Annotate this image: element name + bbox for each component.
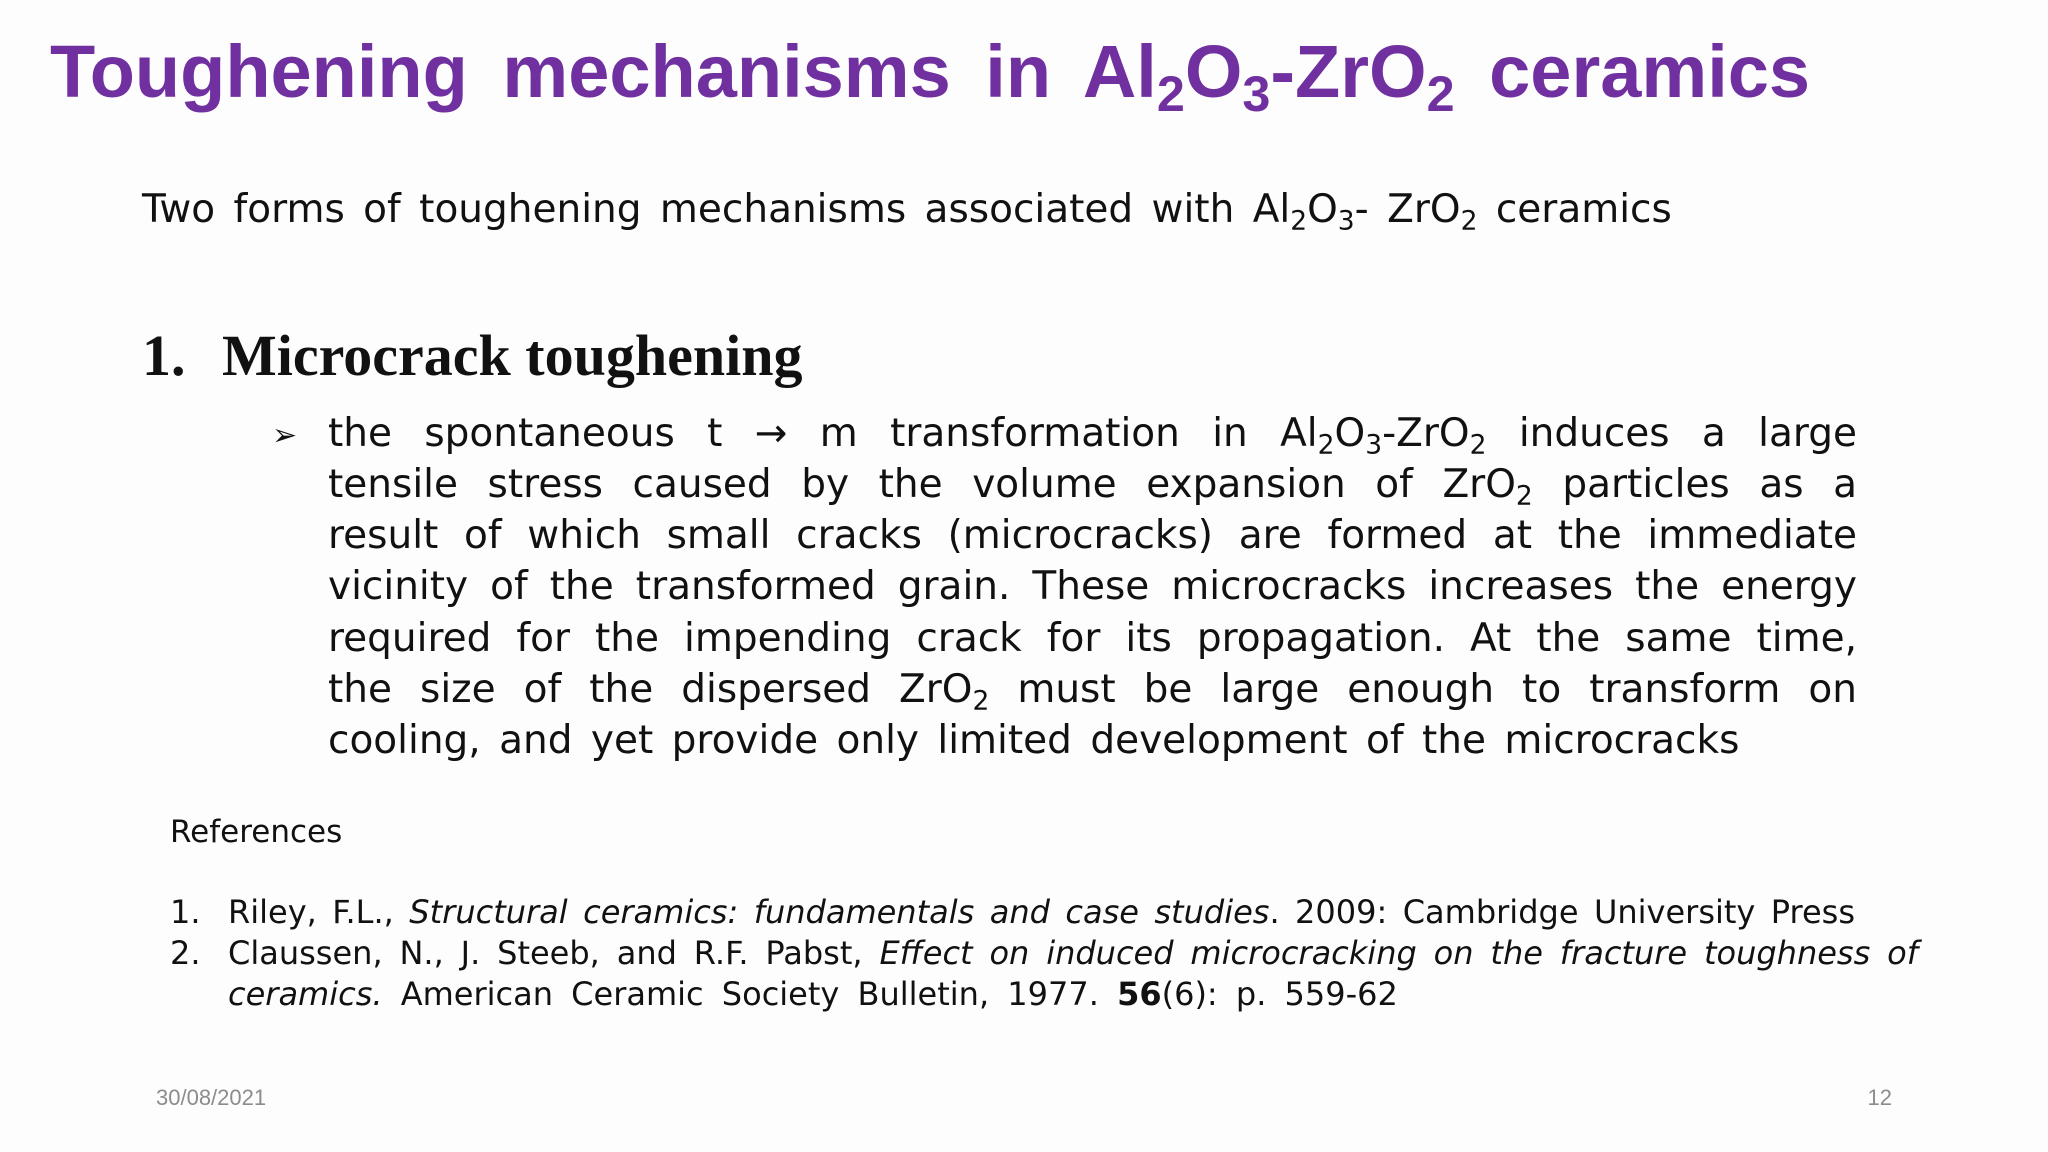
bullet-line-3: result of which small cracks (microcracks) are formed at the immediate — [328, 513, 1857, 558]
title-subscript: 2 — [1156, 65, 1185, 123]
title-subscript: 2 — [1426, 65, 1455, 123]
section-heading — [142, 320, 802, 392]
reference-rest: (6): p. 559-62 — [1161, 975, 1398, 1013]
reference-title: Structural ceramics: fundamentals and case studies — [409, 893, 1270, 931]
bullet-subscript: 2 — [1469, 429, 1487, 461]
section-number: 1. — [142, 323, 186, 388]
bullet-part: -ZrO — [1382, 411, 1470, 456]
intro-subscript: 3 — [1337, 205, 1355, 237]
title-part: Toughening mechanisms in Al — [50, 30, 1157, 113]
reference-body — [228, 892, 1855, 933]
bullet-subscript: 2 — [972, 685, 990, 717]
bullet-subscript: 3 — [1365, 429, 1383, 461]
intro-subscript: 2 — [1290, 205, 1308, 237]
bullet-part: the size of the dispersed ZrO — [328, 667, 973, 712]
title-part: ceramics — [1454, 30, 1811, 113]
title-part: -ZrO — [1270, 30, 1427, 113]
reference-title: ceramics. — [228, 975, 383, 1013]
reference-body — [228, 933, 1918, 974]
intro-part: O — [1307, 187, 1338, 232]
bullet-part: the spontaneous t → m transformation in Al — [328, 411, 1318, 456]
reference-number: 1. — [170, 893, 201, 931]
reference-rest: American Ceramic Society Bulletin, 1977. — [382, 975, 1118, 1013]
arrow-bullet-icon: ➢ — [272, 418, 298, 453]
reference-authors: Claussen, N., J. Steeb, and R.F. Pabst, — [228, 934, 880, 972]
title-part: O — [1184, 30, 1243, 113]
reference-volume: 56 — [1117, 975, 1162, 1013]
reference-item-2-continued — [228, 974, 1398, 1015]
bullet-part: O — [1334, 411, 1366, 456]
intro-text — [142, 182, 1942, 238]
references-label: References — [170, 814, 343, 850]
intro-part: - ZrO — [1354, 187, 1461, 232]
reference-item-2 — [170, 933, 1918, 974]
bullet-line-7: cooling, and yet provide only limited development of the microcracks — [328, 718, 1740, 763]
reference-authors: Riley, F.L., — [228, 893, 410, 931]
title-subscript: 3 — [1242, 65, 1271, 123]
intro-subscript: 2 — [1460, 205, 1478, 237]
intro-part: Two forms of toughening mechanisms associated with Al — [142, 187, 1291, 232]
bullet-part: must be large enough to transform on — [989, 667, 1857, 712]
bullet-line-2 — [328, 459, 1857, 511]
reference-number: 2. — [170, 934, 201, 972]
section-heading-text: Microcrack toughening — [222, 323, 803, 388]
bullet-line-6 — [328, 664, 1857, 716]
reference-title: Effect on induced microcracking on the fracture toughness of — [879, 934, 1919, 972]
bullet-subscript: 2 — [1317, 429, 1335, 461]
intro-part: ceramics — [1477, 187, 1672, 232]
bullet-line-1 — [328, 408, 1857, 460]
bullet-part: tensile stress caused by the volume expansion of ZrO — [328, 462, 1516, 507]
reference-item-1 — [170, 892, 1855, 933]
slide-title — [50, 24, 2010, 123]
page-number: 12 — [1867, 1085, 1892, 1110]
bullet-line-4: vicinity of the transformed grain. These microcracks increases the energy — [328, 564, 1857, 609]
bullet-part: particles as a — [1532, 462, 1857, 507]
reference-rest: . 2009: Cambridge University Press — [1269, 893, 1856, 931]
footer-date: 30/08/2021 — [156, 1085, 267, 1110]
bullet-subscript: 2 — [1515, 480, 1533, 512]
bullet-part: induces a large — [1486, 411, 1857, 456]
bullet-line-5: required for the impending crack for its propagation. At the same time, — [328, 616, 1857, 661]
